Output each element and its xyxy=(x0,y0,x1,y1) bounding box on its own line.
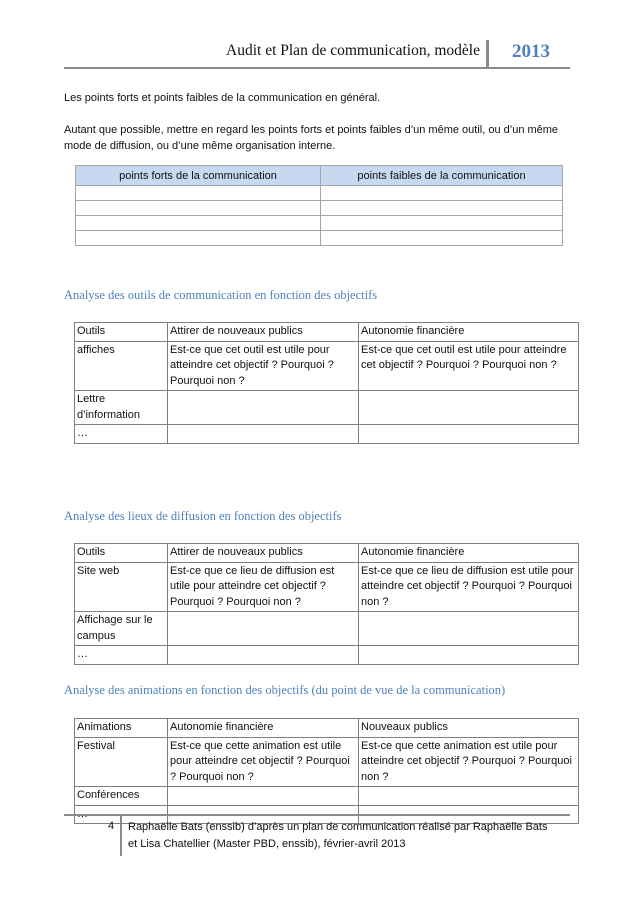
table-header-row xyxy=(75,544,579,563)
table-cell[interactable] xyxy=(168,612,359,646)
table-cell[interactable]: Est-ce que ce lieu de diffusion est utile pour atteindre cet objectif ? Pourquoi ? Pourquoi non ? xyxy=(359,562,579,612)
table-header-row xyxy=(75,323,579,342)
weakness-cell[interactable] xyxy=(321,186,563,201)
header-rule xyxy=(64,67,570,69)
strength-cell[interactable] xyxy=(76,201,321,216)
page-footer xyxy=(64,814,574,854)
table-row xyxy=(76,186,563,201)
section-title-lieux: Analyse des lieux de diffusion en fonction des objectifs xyxy=(64,509,342,523)
table-cell[interactable]: Est-ce que cette animation est utile pour atteindre cet objectif ? Pourquoi ? Pourquoi non ? xyxy=(168,737,359,787)
row-label: … xyxy=(75,425,168,444)
row-label: Site web xyxy=(75,562,168,612)
table-cell[interactable]: Est-ce que cet outil est utile pour atteindre cet objectif ? Pourquoi ? Pourquoi non ? xyxy=(359,341,579,391)
header-separator xyxy=(486,40,489,68)
header-cell: Autonomie financière xyxy=(359,323,579,342)
animations-table xyxy=(74,718,579,824)
strengths-header: points forts de la communication xyxy=(76,166,321,186)
footer-separator xyxy=(120,816,122,856)
page-header xyxy=(0,40,638,70)
row-label: Festival xyxy=(75,737,168,787)
table-cell[interactable] xyxy=(168,787,359,806)
table-cell[interactable] xyxy=(359,425,579,444)
weakness-cell[interactable] xyxy=(321,231,563,246)
page-number: 4 xyxy=(108,820,115,832)
section-title-outils: Analyse des outils de communication en fonction des objectifs xyxy=(64,288,378,302)
table-cell[interactable]: Est-ce que ce lieu de diffusion est utile pour atteindre cet objectif ? Pourquoi ? Pourquoi non ? xyxy=(168,562,359,612)
table-row xyxy=(75,646,579,665)
table-cell[interactable] xyxy=(359,391,579,425)
table-cell[interactable] xyxy=(359,787,579,806)
strength-cell[interactable] xyxy=(76,186,321,201)
table-row xyxy=(75,562,579,612)
row-label: Lettre d’information xyxy=(75,391,168,425)
table-cell[interactable] xyxy=(168,646,359,665)
table-row xyxy=(75,425,579,444)
header-cell: Attirer de nouveaux publics xyxy=(168,323,359,342)
intro-line-2: Autant que possible, mettre en regard les points forts et points faibles d’un même outil, ou d’un même mode de diffusion, ou d’une même organisation interne. xyxy=(64,124,559,152)
table-cell[interactable] xyxy=(359,646,579,665)
strength-cell[interactable] xyxy=(76,216,321,231)
strengths-weaknesses-table xyxy=(75,165,563,246)
footer-rule xyxy=(64,814,570,816)
table-row xyxy=(76,216,563,231)
header-cell: Attirer de nouveaux publics xyxy=(168,544,359,563)
table-cell[interactable] xyxy=(359,612,579,646)
strength-cell[interactable] xyxy=(76,231,321,246)
table-row xyxy=(75,737,579,787)
table-row xyxy=(75,341,579,391)
table-cell[interactable] xyxy=(168,391,359,425)
row-label: Conférences xyxy=(75,787,168,806)
row-label: affiches xyxy=(75,341,168,391)
document-title: Audit et Plan de communication, modèle xyxy=(226,42,480,59)
document-year: 2013 xyxy=(512,41,550,62)
weakness-cell[interactable] xyxy=(321,201,563,216)
header-cell: Animations xyxy=(75,719,168,738)
table-row xyxy=(76,201,563,216)
row-label: Affichage sur le campus xyxy=(75,612,168,646)
table-cell[interactable] xyxy=(168,425,359,444)
intro-line-1: Les points forts et points faibles de la communication en général. xyxy=(64,92,381,104)
table-row xyxy=(76,231,563,246)
header-cell: Outils xyxy=(75,323,168,342)
header-cell: Outils xyxy=(75,544,168,563)
table-row xyxy=(75,612,579,646)
table-header-row xyxy=(75,719,579,738)
section-title-animations: Analyse des animations en fonction des objectifs (du point de vue de la communication) xyxy=(64,683,506,697)
header-cell: Autonomie financière xyxy=(359,544,579,563)
table-cell[interactable]: Est-ce que cette animation est utile pour atteindre cet objectif ? Pourquoi ? Pourquoi non ? xyxy=(359,737,579,787)
header-cell: Autonomie financière xyxy=(168,719,359,738)
footer-credit: Raphaëlle Bats (enssib) d’après un plan de communication réalisé par Raphaëlle Bats et Lisa Chatellier (Master PBD, enssib), février-avril 2013 xyxy=(128,821,548,850)
weaknesses-header: points faibles de la communication xyxy=(321,166,563,186)
table-cell[interactable]: Est-ce que cet outil est utile pour atteindre cet objectif ? Pourquoi ? Pourquoi non ? xyxy=(168,341,359,391)
lieux-table xyxy=(74,543,579,665)
weakness-cell[interactable] xyxy=(321,216,563,231)
row-label: … xyxy=(75,646,168,665)
table-row xyxy=(75,787,579,806)
outils-table xyxy=(74,322,579,444)
table-row xyxy=(75,391,579,425)
header-cell: Nouveaux publics xyxy=(359,719,579,738)
